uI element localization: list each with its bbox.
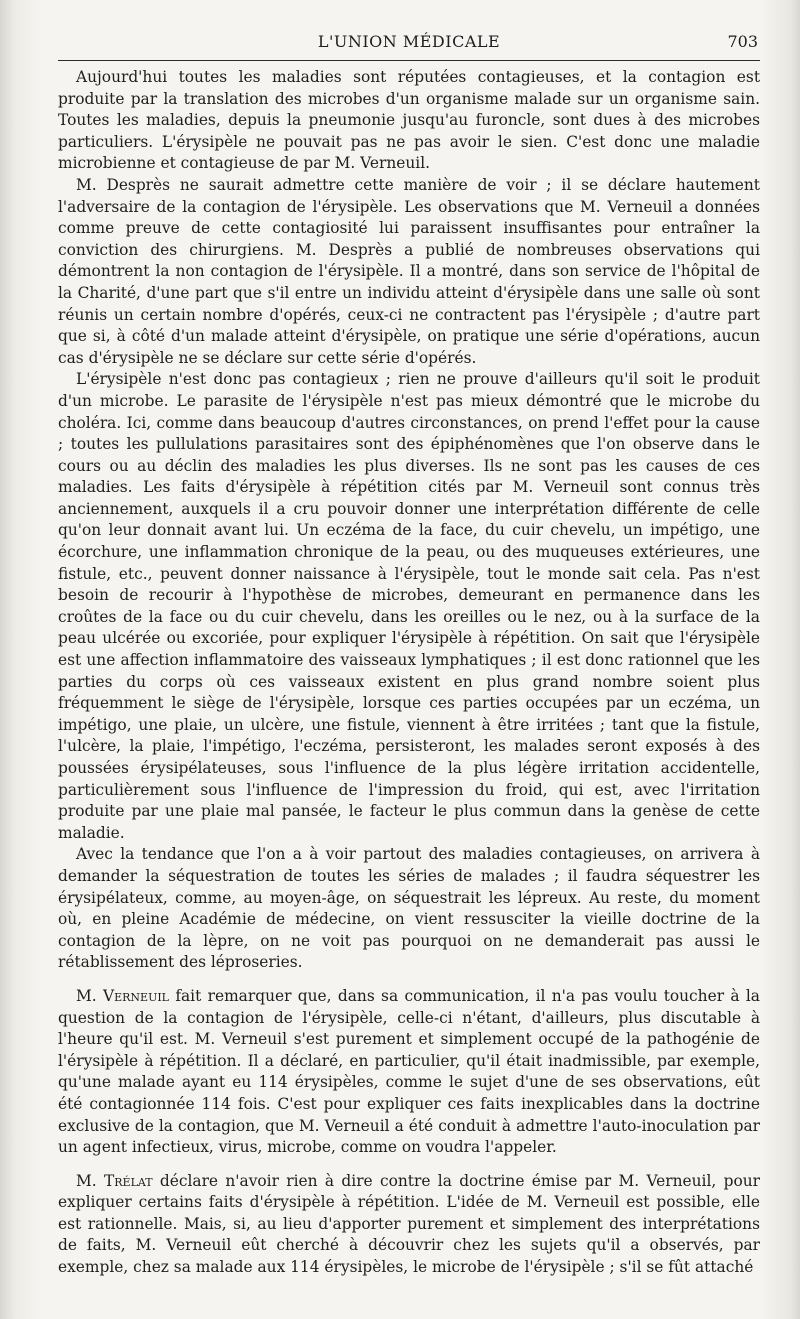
speaker-name: M. Verneuil <box>76 986 169 1005</box>
running-header <box>58 30 760 61</box>
paragraph-not-contagious: L'érysipèle n'est donc pas contagieux ; rien ne prouve d'ailleurs qu'il soit le produit d'un microbe. Le parasite de l'érysipèle n'est pas mieux démontré que le microbe du choléra. Ici, comme dans beaucoup d'autres circonstances, on prend l'effet pour la cause ; toutes les pullulations parasitaires sont des épiphénomènes que l'on observe dans le cours ou au déclin des maladies les plus diverses. Ils ne sont pas les causes de ces maladies. Les faits d'érysipèle à répétition cités par M. Verneuil sont connus très anciennement, auxquels il a cru pouvoir donner une interprétation différente de celle qu'on leur donnait avant lui. Un eczéma de la face, du cuir chevelu, un impétigo, une écorchure, une inflammation chronique de la peau, ou des muqueuses extérieures, une fistule, etc., peuvent donner naissance à l'érysipèle, tout le monde sait cela. Pas n'est besoin de recourir à l'hypothèse de microbes, demeurant en permanence dans les croûtes de la face ou du cuir chevelu, dans les oreilles ou le nez, ou à la surface de la peau ulcérée ou excoriée, pour expliquer l'érysipèle à répétition. On sait que l'érysipèle est une affection inflammatoire des vaisseaux lymphatiques ; il est donc rationnel que les parties du corps où ces vaisseaux existent en plus grand nombre soient plus fréquemment le siège de l'érysipèle, lorsque ces parties occupées par un eczéma, un impétigo, une plaie, un ulcère, une fistule, viennent à être irritées ; tant que la fistule, l'ulcère, la plaie, l'impétigo, l'eczéma, persisteront, les malades seront exposés à des poussées érysipélateuses, sous l'influence de la plus légère irritation accidentelle, particulièrement sous l'influence de l'impression du froid, qui est, avec l'irritation produite par une plaie mal pansée, le facteur le plus commun dans la genèse de cette maladie. <box>58 370 760 842</box>
article-body <box>58 67 760 1279</box>
paragraph-text: fait remarquer que, dans sa communication, il n'a pas voulu toucher à la question de la contagion de l'érysipèle, celle-ci n'étant, d'ailleurs, plus discutable à l'heure qu'il est. M. Verneuil s'est purement et simplement occupé de la pathogénie de l'érysipèle à répétition. Il a déclaré, en particulier, qu'il était inadmissible, par exemple, qu'une malade ayant eu 114 érysipèles, comme le sujet d'une de ses observations, eût été contagionnée 114 fois. C'est pour expliquer ces faits inexplicables dans la doctrine exclusive de la contagion, que M. Verneuil a été conduit à admettre l'auto-inoculation par un agent infectieux, virus, microbe, comme on voudra l'appeler. <box>58 986 760 1157</box>
paragraph-trelat-reply <box>58 1171 760 1279</box>
paragraph-sequestration: Avec la tendance que l'on a à voir partout des maladies contagieuses, on arrivera à demander la séquestration de toutes les séries de malades ; il faudra séquestrer les érysipélateux, comme, au moyen-âge, on séquestrait les lépreux. Au reste, du moment où, en pleine Académie de médecine, on vient ressusciter la vieille doctrine de la contagion de la lèpre, on ne voit pas pourquoi on ne demanderait pas aussi le rétablissement des léproseries. <box>58 845 760 972</box>
paragraph-text: déclare n'avoir rien à dire contre la doctrine émise par M. Verneuil, pour expliquer certains faits d'érysipèle à répétition. L'idée de M. Verneuil est possible, elle est rationnelle. Mais, si, au lieu d'apporter purement et simplement des interprétations de faits, M. Verneuil eût cherché à découvrir chez les sujets qu'il a observés, par exemple, chez sa malade aux 114 érysipèles, le microbe de l'érysipèle ; s'il se fût attaché <box>58 1171 760 1277</box>
paragraph-contagion-intro: Aujourd'hui toutes les maladies sont réputées contagieuses, et la contagion est produite par la translation des microbes d'un organisme malade sur un organisme sain. Toutes les maladies, depuis la pneumonie jusqu'au furoncle, sont dues à des microbes particuliers. L'érysipèle ne pouvait pas ne pas avoir le sien. C'est donc une maladie microbienne et contagieuse de par M. Verneuil. <box>58 68 760 173</box>
speaker-name: M. Trélat <box>76 1171 153 1190</box>
paragraph-verneuil-reply <box>58 986 760 1159</box>
page-number: 703 <box>727 32 758 51</box>
paragraph-despres-objection: M. Desprès ne saurait admettre cette manière de voir ; il se déclare hautement l'adversaire de la contagion de l'érysipèle. Les observations que M. Verneuil a données comme preuve de cette contagiosité lui paraissent insuffisantes pour entraîner la conviction des chirurgiens. M. Desprès a publié de nombreuses observations qui démontrent la non contagion de l'érysipèle. Il a montré, dans son service de l'hôpital de la Charité, d'une part que s'il entre un individu atteint d'érysipèle dans une salle où sont réunis un certain nombre d'opérés, ceux-ci ne contractent pas l'érysipèle ; d'autre part que si, à côté d'un malade atteint d'érysipèle, on pratique une série d'opérations, aucun cas d'érysipèle ne se déclare sur cette série d'opérés. <box>58 175 760 367</box>
journal-title: L'UNION MÉDICALE <box>317 32 501 51</box>
